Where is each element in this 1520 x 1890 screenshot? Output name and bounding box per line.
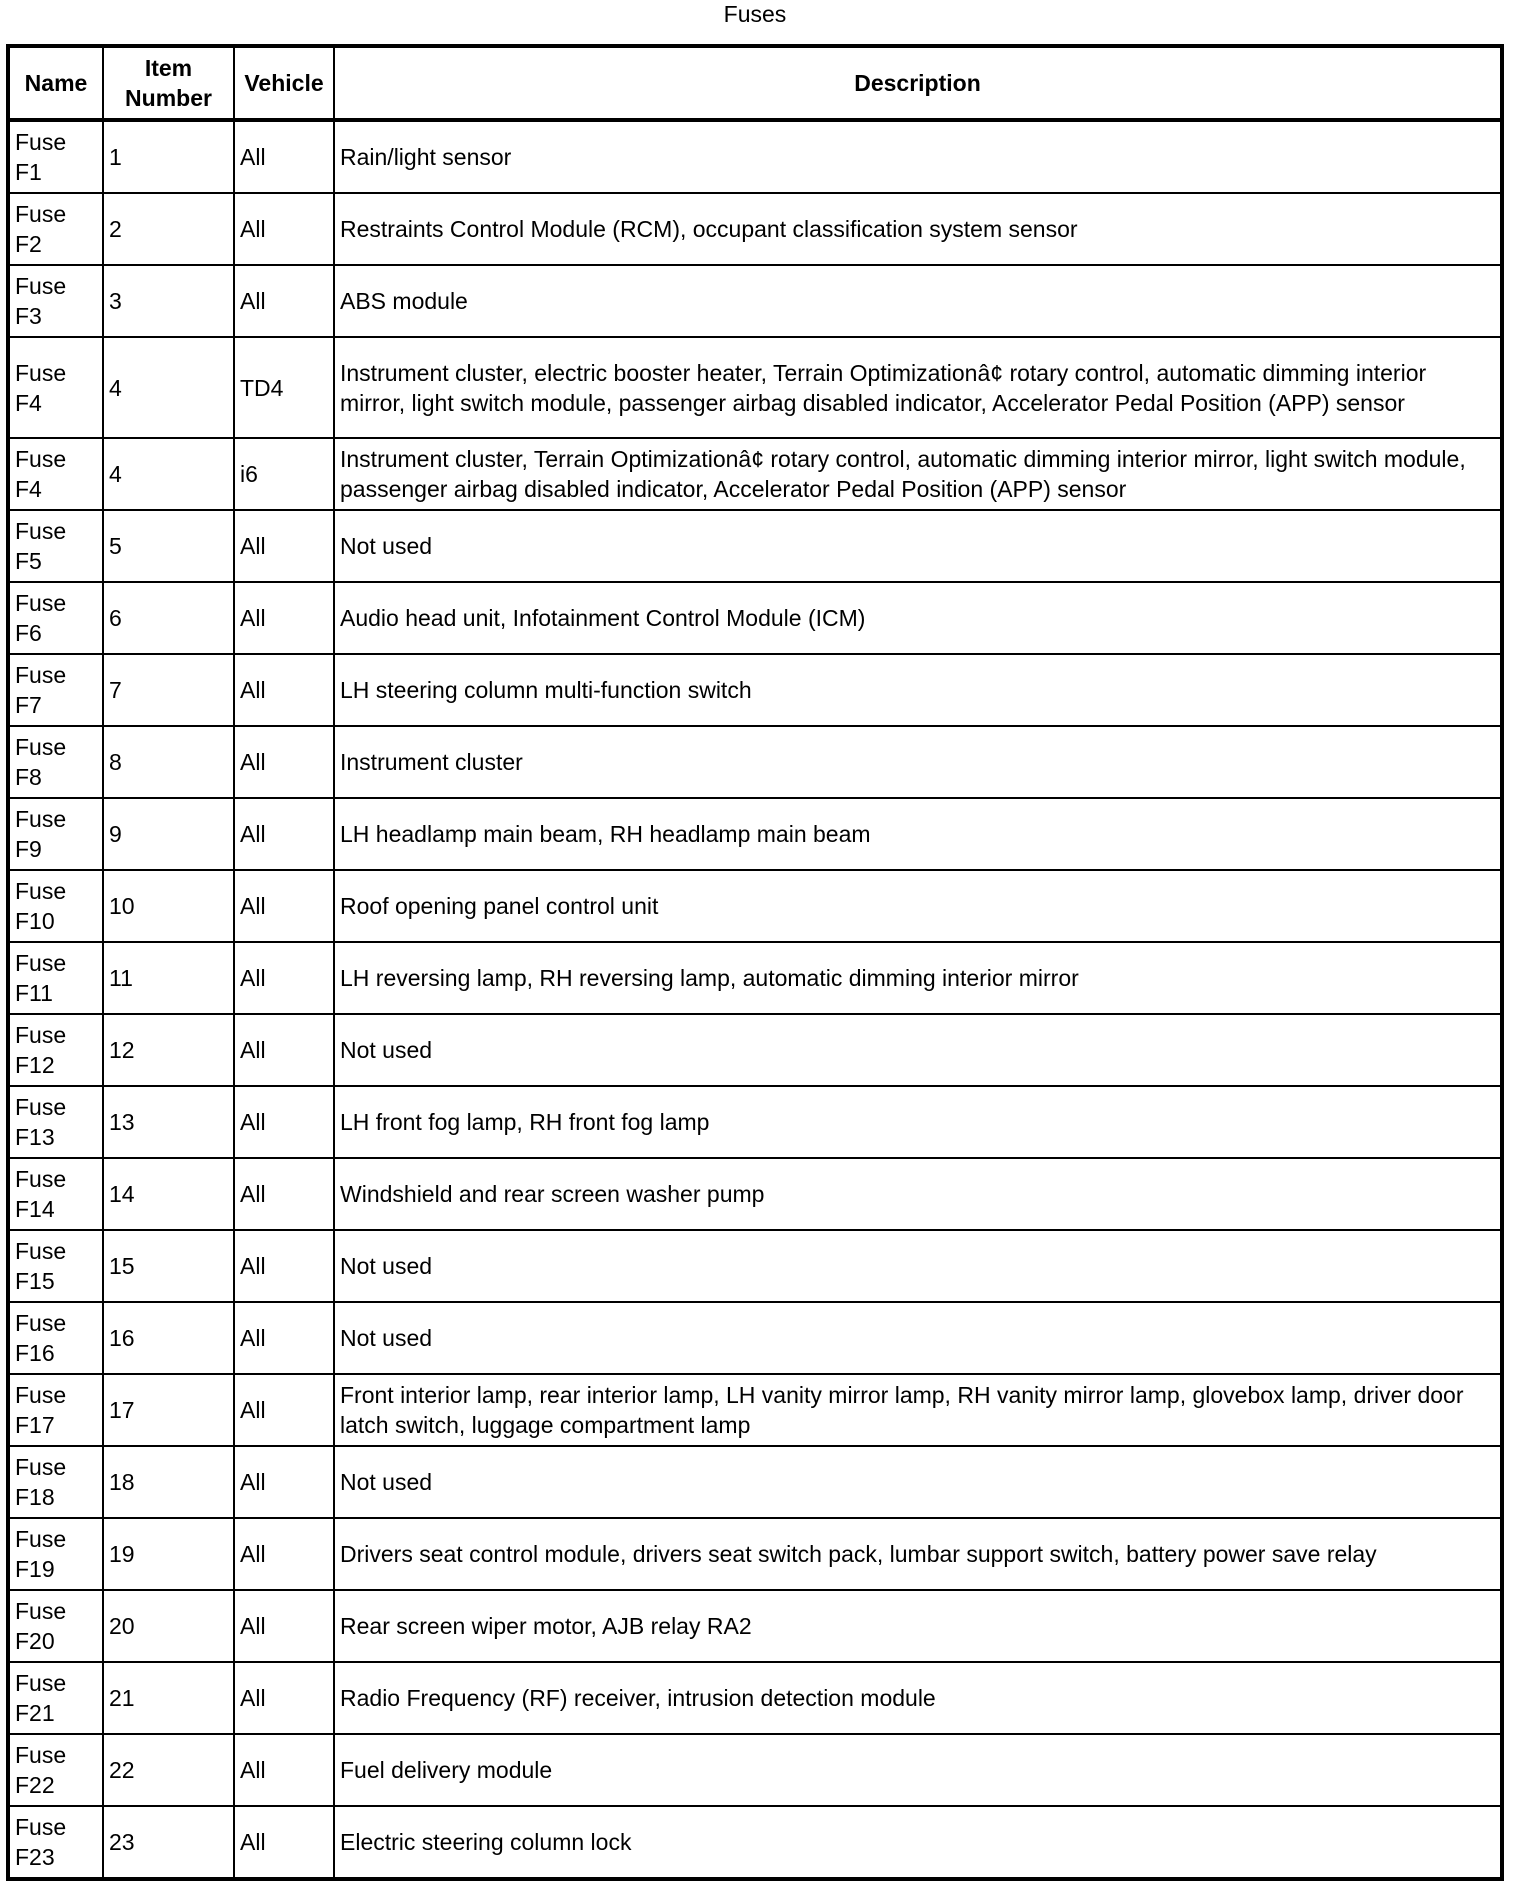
cell-item-number: 15 (103, 1230, 234, 1302)
cell-vehicle: All (234, 942, 334, 1014)
cell-vehicle: All (234, 1302, 334, 1374)
cell-description: LH front fog lamp, RH front fog lamp (334, 1086, 1502, 1158)
table-row (8, 1230, 1502, 1302)
cell-item-number: 16 (103, 1302, 234, 1374)
cell-item-number: 21 (103, 1662, 234, 1734)
table-row (8, 1806, 1502, 1879)
fuses-table (6, 44, 1504, 1881)
cell-item-number: 17 (103, 1374, 234, 1446)
cell-vehicle: All (234, 265, 334, 337)
cell-item-number: 4 (103, 438, 234, 510)
table-row (8, 337, 1502, 438)
cell-item-number: 14 (103, 1158, 234, 1230)
cell-item-number: 23 (103, 1806, 234, 1879)
cell-vehicle: All (234, 510, 334, 582)
cell-name: Fuse F11 (8, 942, 103, 1014)
cell-vehicle: All (234, 798, 334, 870)
cell-item-number: 5 (103, 510, 234, 582)
cell-vehicle: All (234, 1518, 334, 1590)
cell-vehicle: TD4 (234, 337, 334, 438)
cell-name: Fuse F1 (8, 120, 103, 193)
cell-vehicle: All (234, 1014, 334, 1086)
cell-vehicle: All (234, 1158, 334, 1230)
cell-name: Fuse F16 (8, 1302, 103, 1374)
cell-vehicle: All (234, 1086, 334, 1158)
cell-description: Instrument cluster, electric booster heater, Terrain Optimizationâ¢ rotary control, automatic dimming interior mirror, light switch module, passenger airbag disabled indicator, Accelerator Pedal Position (APP) sensor (334, 337, 1502, 438)
table-row (8, 582, 1502, 654)
cell-vehicle: All (234, 1662, 334, 1734)
table-row (8, 120, 1502, 193)
table-row (8, 1014, 1502, 1086)
cell-name: Fuse F8 (8, 726, 103, 798)
cell-description: Not used (334, 1446, 1502, 1518)
table-row (8, 1590, 1502, 1662)
cell-name: Fuse F13 (8, 1086, 103, 1158)
cell-item-number: 10 (103, 870, 234, 942)
cell-description: LH reversing lamp, RH reversing lamp, automatic dimming interior mirror (334, 942, 1502, 1014)
cell-item-number: 12 (103, 1014, 234, 1086)
cell-description: Drivers seat control module, drivers seat switch pack, lumbar support switch, battery power save relay (334, 1518, 1502, 1590)
page-title: Fuses (723, 1, 787, 27)
cell-vehicle: All (234, 1446, 334, 1518)
cell-description: LH steering column multi-function switch (334, 654, 1502, 726)
cell-vehicle: All (234, 654, 334, 726)
cell-name: Fuse F23 (8, 1806, 103, 1879)
cell-description: Rain/light sensor (334, 120, 1502, 193)
cell-item-number: 3 (103, 265, 234, 337)
cell-item-number: 8 (103, 726, 234, 798)
cell-name: Fuse F15 (8, 1230, 103, 1302)
cell-description: Instrument cluster, Terrain Optimizationâ¢ rotary control, automatic dimming interior mirror, light switch module, passenger airbag disabled indicator, Accelerator Pedal Position (APP) sensor (334, 438, 1502, 510)
cell-item-number: 18 (103, 1446, 234, 1518)
cell-name: Fuse F4 (8, 438, 103, 510)
cell-name: Fuse F10 (8, 870, 103, 942)
cell-vehicle: All (234, 1806, 334, 1879)
cell-description: Roof opening panel control unit (334, 870, 1502, 942)
cell-vehicle: All (234, 726, 334, 798)
column-header-description: Description (334, 46, 1502, 120)
table-row (8, 726, 1502, 798)
cell-description: Not used (334, 510, 1502, 582)
cell-description: Not used (334, 1014, 1502, 1086)
cell-vehicle: All (234, 870, 334, 942)
cell-name: Fuse F18 (8, 1446, 103, 1518)
cell-description: Windshield and rear screen washer pump (334, 1158, 1502, 1230)
cell-description: Electric steering column lock (334, 1806, 1502, 1879)
cell-vehicle: All (234, 1734, 334, 1806)
cell-name: Fuse F19 (8, 1518, 103, 1590)
table-row (8, 438, 1502, 510)
table-row (8, 942, 1502, 1014)
cell-name: Fuse F21 (8, 1662, 103, 1734)
cell-name: Fuse F6 (8, 582, 103, 654)
cell-vehicle: All (234, 120, 334, 193)
cell-item-number: 11 (103, 942, 234, 1014)
cell-item-number: 6 (103, 582, 234, 654)
cell-name: Fuse F4 (8, 337, 103, 438)
cell-item-number: 19 (103, 1518, 234, 1590)
cell-name: Fuse F17 (8, 1374, 103, 1446)
column-header-vehicle: Vehicle (234, 46, 334, 120)
cell-vehicle: i6 (234, 438, 334, 510)
cell-name: Fuse F7 (8, 654, 103, 726)
table-row (8, 1734, 1502, 1806)
cell-item-number: 7 (103, 654, 234, 726)
table-row (8, 1086, 1502, 1158)
cell-description: Not used (334, 1302, 1502, 1374)
column-header-item-number: Item Number (103, 46, 234, 120)
cell-description: Front interior lamp, rear interior lamp, LH vanity mirror lamp, RH vanity mirror lamp, glovebox lamp, driver door latch switch, luggage compartment lamp (334, 1374, 1502, 1446)
table-row (8, 1302, 1502, 1374)
cell-item-number: 22 (103, 1734, 234, 1806)
cell-description: Instrument cluster (334, 726, 1502, 798)
cell-item-number: 2 (103, 193, 234, 265)
column-header-name: Name (8, 46, 103, 120)
table-row (8, 193, 1502, 265)
cell-name: Fuse F14 (8, 1158, 103, 1230)
cell-description: Audio head unit, Infotainment Control Module (ICM) (334, 582, 1502, 654)
table-header-row (8, 46, 1502, 120)
cell-item-number: 4 (103, 337, 234, 438)
cell-item-number: 1 (103, 120, 234, 193)
table-row (8, 1158, 1502, 1230)
table-row (8, 1662, 1502, 1734)
table-row (8, 1518, 1502, 1590)
cell-description: ABS module (334, 265, 1502, 337)
cell-item-number: 9 (103, 798, 234, 870)
table-row (8, 1374, 1502, 1446)
cell-name: Fuse F20 (8, 1590, 103, 1662)
cell-description: LH headlamp main beam, RH headlamp main beam (334, 798, 1502, 870)
cell-name: Fuse F5 (8, 510, 103, 582)
cell-description: Rear screen wiper motor, AJB relay RA2 (334, 1590, 1502, 1662)
cell-vehicle: All (234, 1590, 334, 1662)
cell-vehicle: All (234, 1230, 334, 1302)
cell-vehicle: All (234, 1374, 334, 1446)
cell-name: Fuse F22 (8, 1734, 103, 1806)
cell-name: Fuse F3 (8, 265, 103, 337)
table-row (8, 265, 1502, 337)
table-row (8, 654, 1502, 726)
table-row (8, 1446, 1502, 1518)
cell-vehicle: All (234, 193, 334, 265)
cell-description: Fuel delivery module (334, 1734, 1502, 1806)
cell-name: Fuse F12 (8, 1014, 103, 1086)
cell-description: Restraints Control Module (RCM), occupant classification system sensor (334, 193, 1502, 265)
cell-name: Fuse F9 (8, 798, 103, 870)
table-row (8, 870, 1502, 942)
cell-name: Fuse F2 (8, 193, 103, 265)
cell-vehicle: All (234, 582, 334, 654)
cell-description: Radio Frequency (RF) receiver, intrusion detection module (334, 1662, 1502, 1734)
table-row (8, 798, 1502, 870)
cell-description: Not used (334, 1230, 1502, 1302)
table-row (8, 510, 1502, 582)
cell-item-number: 20 (103, 1590, 234, 1662)
cell-item-number: 13 (103, 1086, 234, 1158)
